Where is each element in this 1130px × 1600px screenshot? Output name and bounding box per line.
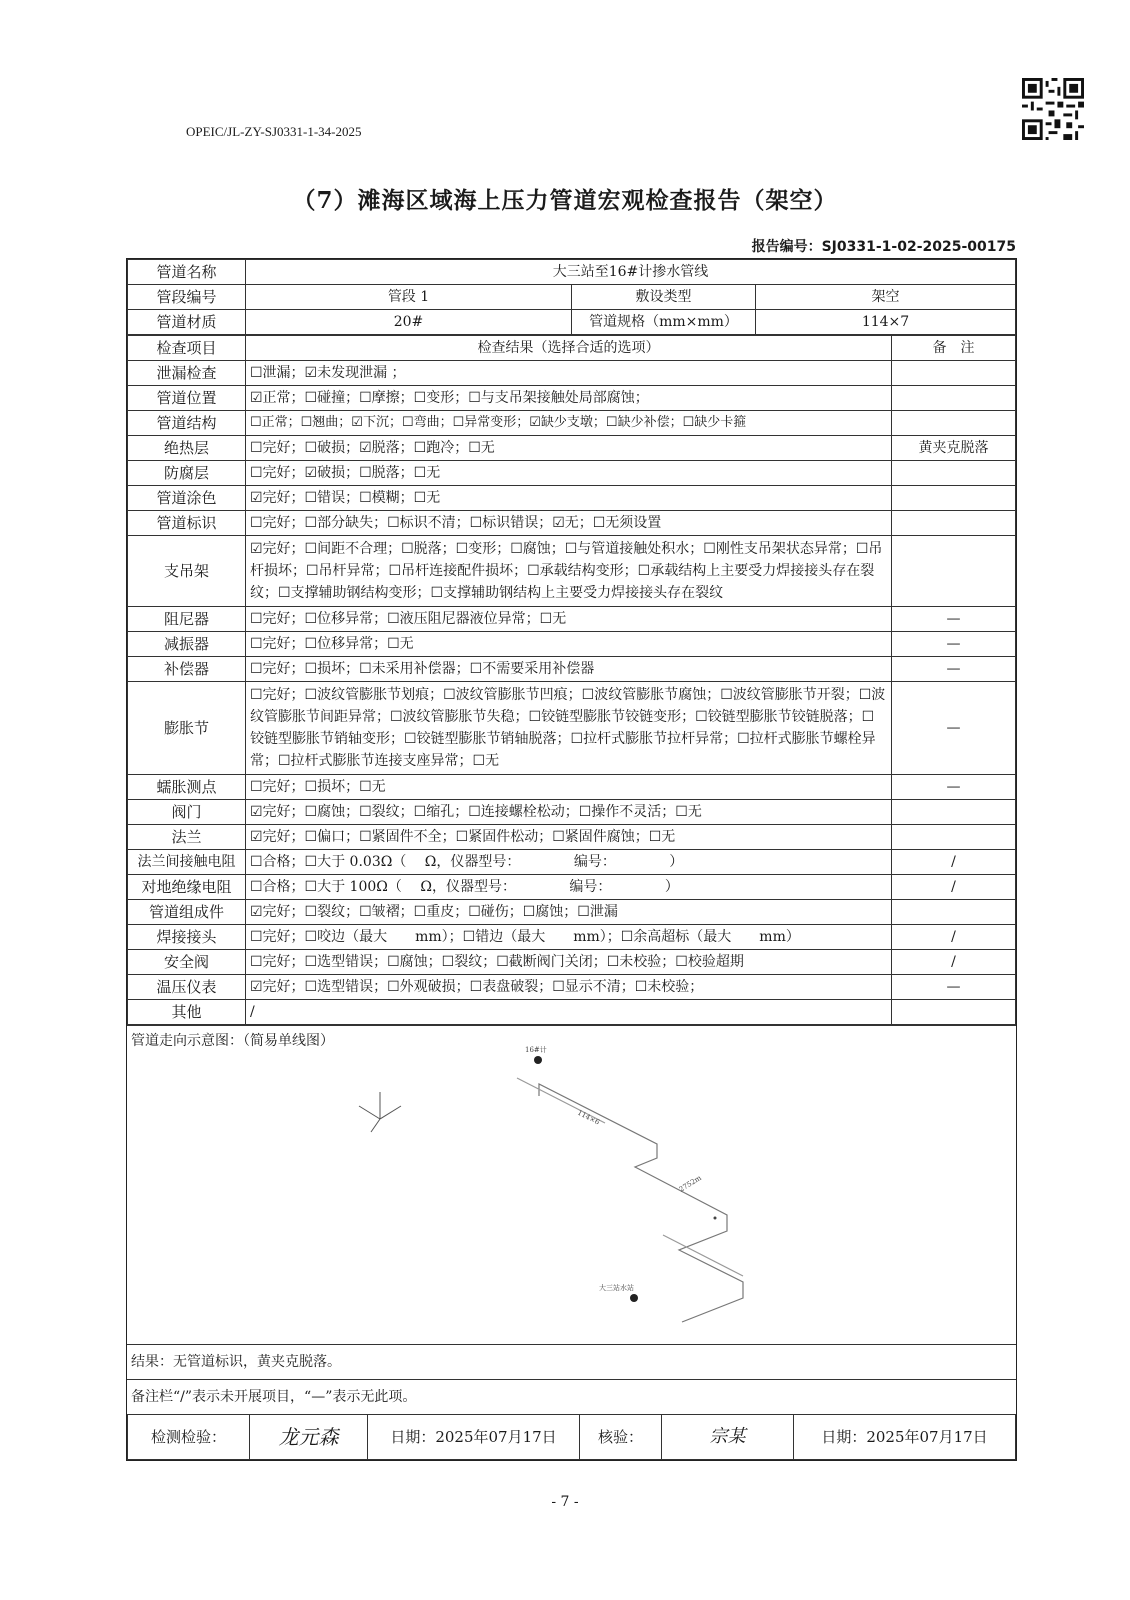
axis-east-line — [380, 1106, 401, 1119]
item-result: ☑完好；☐间距不合理；☐脱落；☐变形；☐腐蚀；☐与管道接触处积水；☐刚性支吊架状态异常；☐吊杆损坏；☐吊杆异常；☐吊杆连接配件损坏；☐承载结构变形；☐承载结构上主要受力焊接接头存在裂纹；☐支撑辅助钢结构变形；☐支撑辅助钢结构上主要受力焊接接头存在裂纹 — [246, 536, 892, 607]
diagram-label: 管道走向示意图：（简易单线图） — [131, 1033, 334, 1049]
item-remark — [892, 411, 1016, 436]
table-row — [128, 900, 1016, 925]
table-row — [128, 386, 1016, 411]
item-remark — [892, 361, 1016, 386]
table-row — [128, 511, 1016, 536]
item-result: ☐泄漏；☑未发现泄漏 ； — [246, 361, 892, 386]
item-remark: / — [892, 875, 1016, 900]
item-label: 泄漏检查 — [128, 361, 246, 386]
item-label: 防腐层 — [128, 461, 246, 486]
check-table — [127, 335, 1016, 1025]
item-result: ☐完好；☐破损；☑脱落；☐跑冷；☐无 — [246, 436, 892, 461]
item-label: 其他 — [128, 1000, 246, 1025]
table-row — [128, 850, 1016, 875]
item-remark — [892, 386, 1016, 411]
item-remark: — — [892, 607, 1016, 632]
item-label: 管道标识 — [128, 511, 246, 536]
item-remark: 黄夹克脱落 — [892, 436, 1016, 461]
item-label: 对地绝缘电阻 — [128, 875, 246, 900]
item-label: 管道组成件 — [128, 900, 246, 925]
spec-label: 管道规格（mm×mm） — [572, 310, 756, 335]
item-label: 支吊架 — [128, 536, 246, 607]
item-result: ☐完好；☐损坏；☐未采用补偿器；☐不需要采用补偿器 — [246, 657, 892, 682]
table-row — [128, 461, 1016, 486]
item-result: ☐完好；☐咬边（最大 mm）；☐错边（最大 mm）；☐余高超标（最大 mm） — [246, 925, 892, 950]
table-row — [128, 775, 1016, 800]
item-remark: — — [892, 657, 1016, 682]
item-remark: / — [892, 850, 1016, 875]
checker-signature: 宗某 — [662, 1415, 794, 1460]
document-code: OPEIC/JL-ZY-SJ0331-1-34-2025 — [186, 124, 362, 139]
item-remark — [892, 511, 1016, 536]
item-remark — [892, 900, 1016, 925]
table-row — [128, 875, 1016, 900]
table-row — [128, 486, 1016, 511]
checker-label: 核验： — [580, 1415, 662, 1460]
item-label: 管道位置 — [128, 386, 246, 411]
item-remark — [892, 536, 1016, 607]
item-result: ☐合格；☐大于 100Ω（ Ω，仪器型号： 编号： ） — [246, 875, 892, 900]
table-row — [128, 1000, 1016, 1025]
table-row — [128, 682, 1016, 775]
valve-point-marker — [714, 1217, 717, 1220]
item-remark: — — [892, 632, 1016, 657]
item-remark — [892, 825, 1016, 850]
page-number: - 7 - — [551, 1494, 579, 1510]
item-result: / — [246, 1000, 892, 1025]
column-header-remark: 备 注 — [892, 336, 1016, 361]
item-label: 阀门 — [128, 800, 246, 825]
item-label: 法兰 — [128, 825, 246, 850]
table-row — [128, 436, 1016, 461]
item-remark: — — [892, 975, 1016, 1000]
item-result: ☐完好；☐部分缺失；☐标识不清；☐标识错误；☑无；☐无须设置 — [246, 511, 892, 536]
pipe-route-line — [539, 1084, 743, 1322]
item-remark: — — [892, 775, 1016, 800]
item-remark: / — [892, 950, 1016, 975]
item-result: ☑正常；☐碰撞；☐摩擦；☐变形；☐与支吊架接触处局部腐蚀； — [246, 386, 892, 411]
pipe-dimension-line-2 — [663, 1235, 743, 1276]
end-label: 大三站水站 — [599, 1284, 634, 1292]
signature-table — [127, 1414, 1016, 1460]
pipe-name-label: 管道名称 — [128, 260, 246, 285]
material-label: 管道材质 — [128, 310, 246, 335]
item-remark — [892, 800, 1016, 825]
item-result: ☑完好；☐裂纹；☐皱褶；☐重皮；☐碰伤；☐腐蚀；☐泄漏 — [246, 900, 892, 925]
pipe-name-value: 大三站至16#计掺水管线 — [246, 260, 1016, 285]
table-row — [128, 657, 1016, 682]
item-result: ☑完好；☐腐蚀；☐裂纹；☐缩孔；☐连接螺栓松动；☐操作不灵活；☐无 — [246, 800, 892, 825]
table-row — [128, 950, 1016, 975]
item-result: ☐完好；☐选型错误；☐腐蚀；☐裂纹；☐截断阀门关闭；☐未校验；☐校验超期 — [246, 950, 892, 975]
item-label: 绝热层 — [128, 436, 246, 461]
segment-label: 管段编号 — [128, 285, 246, 310]
item-label: 减振器 — [128, 632, 246, 657]
pipe-route-sketch — [127, 1026, 1015, 1344]
table-row — [128, 607, 1016, 632]
start-label: 16#计 — [525, 1046, 547, 1054]
item-label: 法兰间接触电阻 — [128, 850, 246, 875]
axis-north-line — [359, 1106, 380, 1119]
item-label: 补偿器 — [128, 657, 246, 682]
material-value: 20# — [246, 310, 572, 335]
length-label: 2752m — [677, 1173, 703, 1194]
axis-south-line — [371, 1119, 380, 1132]
item-result: ☐完好；☐位移异常；☐液压阻尼器液位异常；☐无 — [246, 607, 892, 632]
item-label: 阻尼器 — [128, 607, 246, 632]
item-label: 焊接接头 — [128, 925, 246, 950]
item-label: 蠕胀测点 — [128, 775, 246, 800]
laying-label: 敷设类型 — [572, 285, 756, 310]
item-label: 管道结构 — [128, 411, 246, 436]
info-table — [127, 259, 1016, 335]
table-row — [128, 975, 1016, 1000]
report-number: 报告编号：SJ0331-1-02-2025-00175 — [751, 239, 1016, 255]
item-label: 膨胀节 — [128, 682, 246, 775]
table-row — [128, 925, 1016, 950]
laying-value: 架空 — [756, 285, 1016, 310]
item-result: ☐正常；☐翘曲；☑下沉；☐弯曲；☐异常变形；☑缺少支墩；☐缺少补偿；☐缺少卡箍 — [246, 411, 892, 436]
item-label: 管道涂色 — [128, 486, 246, 511]
inspector-date: 日期：2025年07月17日 — [368, 1415, 580, 1460]
item-result: ☑完好；☐错误；☐模糊；☐无 — [246, 486, 892, 511]
item-remark — [892, 461, 1016, 486]
inspector-signature: 龙元森 — [250, 1415, 368, 1460]
item-result: ☑完好；☐选型错误；☐外观破损；☐表盘破裂；☐显示不清；☐未校验； — [246, 975, 892, 1000]
item-result: ☐完好；☐损坏；☐无 — [246, 775, 892, 800]
spec-label: 114×6 — [576, 1108, 601, 1127]
table-row — [128, 632, 1016, 657]
item-label: 安全阀 — [128, 950, 246, 975]
checker-date: 日期：2025年07月17日 — [794, 1415, 1016, 1460]
table-row — [128, 536, 1016, 607]
pipe-route-diagram — [127, 1025, 1016, 1344]
table-row — [128, 825, 1016, 850]
inspector-label: 检测检验： — [128, 1415, 250, 1460]
start-point-marker — [534, 1056, 542, 1064]
item-result: ☐完好；☐波纹管膨胀节划痕；☐波纹管膨胀节凹痕；☐波纹管膨胀节腐蚀；☐波纹管膨胀节开裂；☐波纹管膨胀节间距异常；☐波纹管膨胀节失稳；☐铰链型膨胀节铰链变形；☐铰链型膨胀节铰链脱落；☐铰链型膨胀节销轴变形；☐铰链型膨胀节销轴脱落；☐拉杆式膨胀节拉杆异常；☐拉杆式膨胀节螺栓异常；☐拉杆式膨胀节连接支座异常；☐无 — [246, 682, 892, 775]
item-remark — [892, 486, 1016, 511]
remark-note: 备注栏“/”表示未开展项目，“—”表示无此项。 — [127, 1379, 1016, 1414]
conclusion: 结果：无管道标识，黄夹克脱落。 — [127, 1344, 1016, 1379]
table-row — [128, 361, 1016, 386]
item-result: ☐合格；☐大于 0.03Ω（ Ω，仪器型号： 编号： ） — [246, 850, 892, 875]
segment-value: 管段 1 — [246, 285, 572, 310]
item-remark — [892, 1000, 1016, 1025]
item-label: 温压仪表 — [128, 975, 246, 1000]
column-header-item: 检查项目 — [128, 336, 246, 361]
item-result: ☐完好；☑破损；☐脱落；☐无 — [246, 461, 892, 486]
inspection-form — [126, 258, 1017, 1461]
item-result: ☑完好；☐偏口；☐紧固件不全；☐紧固件松动；☐紧固件腐蚀；☐无 — [246, 825, 892, 850]
table-row — [128, 800, 1016, 825]
item-remark: — — [892, 682, 1016, 775]
table-row — [128, 411, 1016, 436]
item-remark: / — [892, 925, 1016, 950]
end-point-marker — [630, 1294, 638, 1302]
item-result: ☐完好；☐位移异常；☐无 — [246, 632, 892, 657]
report-title: （7）滩海区域海上压力管道宏观检查报告（架空） — [292, 187, 838, 214]
spec-value: 114×7 — [756, 310, 1016, 335]
column-header-result: 检查结果（选择合适的选项） — [246, 336, 892, 361]
qr-code-icon — [1022, 78, 1084, 140]
